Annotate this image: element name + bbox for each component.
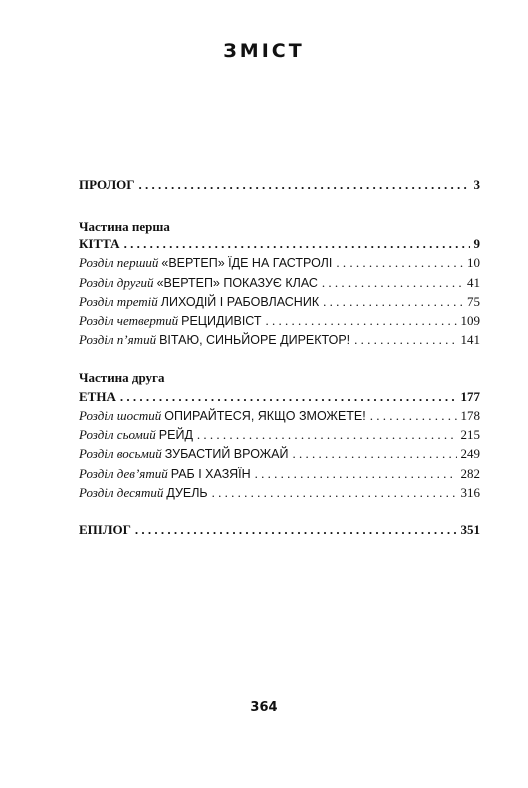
- toc-entry-part-heading: [79, 234, 480, 254]
- chapter-title: РЕЦИДИВІСТ: [181, 314, 262, 328]
- chapter-prefix: Розділ восьмий: [79, 446, 162, 461]
- toc-entry-chapter: [79, 253, 480, 273]
- dot-leader: [293, 444, 457, 464]
- dot-leader: [336, 253, 463, 273]
- chapter-prefix: Розділ другий: [79, 275, 154, 290]
- chapter-prefix: Розділ перший: [79, 255, 159, 270]
- toc-entry-page: 351: [460, 522, 480, 537]
- toc-entry-chapter: [79, 464, 480, 484]
- toc-entry-chapter: [79, 406, 480, 426]
- toc-entry-page: 316: [460, 485, 480, 500]
- toc-entry-prologue: [79, 175, 480, 195]
- chapter-prefix: Розділ сьомий: [79, 427, 156, 442]
- toc-entry-chapter: [79, 292, 480, 312]
- part-label: Частина друга: [79, 370, 165, 385]
- chapter-prefix: Розділ шостий: [79, 408, 162, 423]
- dot-leader: [120, 387, 457, 407]
- dot-leader: [139, 175, 470, 195]
- dot-leader: [266, 311, 457, 331]
- chapter-prefix: Розділ десятий: [79, 485, 164, 500]
- chapter-title: ОПИРАЙТЕСЯ, ЯКЩО ЗМОЖЕТЕ!: [164, 409, 366, 423]
- dot-leader: [322, 273, 463, 293]
- chapter-title: ДУЕЛЬ: [166, 486, 208, 500]
- page-number: 364: [250, 700, 278, 715]
- toc-entry-page: 109: [460, 313, 480, 328]
- toc-entry-part-heading: [79, 387, 480, 407]
- toc-entry-chapter: [79, 311, 480, 331]
- toc-entry-label: ЕТНА: [79, 389, 116, 404]
- toc-entry-page: 75: [467, 294, 480, 309]
- dot-leader: [255, 464, 457, 484]
- toc-entry-chapter: [79, 444, 480, 464]
- toc-entry-page: 3: [473, 177, 480, 192]
- toc-entry-page: 141: [460, 332, 480, 347]
- dot-leader: [124, 234, 470, 254]
- toc-entry-label: ПРОЛОГ: [79, 177, 135, 192]
- chapter-prefix: Розділ третій: [79, 294, 158, 309]
- dot-leader: [323, 292, 463, 312]
- toc-entry-page: 9: [473, 236, 480, 251]
- toc-entry-label: КІТТА: [79, 236, 120, 251]
- dot-leader: [197, 425, 457, 445]
- chapter-title: «ВЕРТЕП» ЇДЕ НА ГАСТРОЛІ: [161, 256, 333, 270]
- dot-leader: [212, 483, 457, 503]
- toc-entry-page: 249: [460, 446, 480, 461]
- toc-entry-chapter: [79, 273, 480, 293]
- page-title: ЗМІСТ: [223, 40, 305, 62]
- chapter-title: «ВЕРТЕП» ПОКАЗУЄ КЛАС: [156, 276, 318, 290]
- toc-entry-page: 178: [460, 408, 480, 423]
- dot-leader: [354, 330, 456, 350]
- chapter-prefix: Розділ дев’ятий: [79, 466, 168, 481]
- chapter-title: ВІТАЮ, СИНЬЙОРЕ ДИРЕКТОР!: [159, 333, 351, 347]
- dot-leader: [135, 520, 457, 540]
- toc-entry-chapter: [79, 425, 480, 445]
- toc-entry-chapter: [79, 330, 480, 350]
- toc-entry-chapter: [79, 483, 480, 503]
- chapter-title: РАБ І ХАЗЯЇН: [170, 467, 251, 481]
- dot-leader: [370, 406, 457, 426]
- toc-entry-page: 41: [467, 275, 480, 290]
- toc-entry-epilogue: [79, 520, 480, 540]
- chapter-title: ЛИХОДІЙ І РАБОВЛАСНИК: [160, 295, 320, 309]
- chapter-title: РЕЙД: [158, 428, 193, 442]
- toc-entry-page: 10: [467, 255, 480, 270]
- chapter-title: ЗУБАСТИЙ ВРОЖАЙ: [164, 447, 289, 461]
- part-label: Частина перша: [79, 219, 170, 234]
- toc-entry-page: 177: [460, 389, 480, 404]
- chapter-prefix: Розділ п’ятий: [79, 332, 157, 347]
- toc-entry-page: 215: [460, 427, 480, 442]
- toc-entry-page: 282: [460, 466, 480, 481]
- toc-entry-label: ЕПІЛОГ: [79, 522, 131, 537]
- chapter-prefix: Розділ четвертий: [79, 313, 179, 328]
